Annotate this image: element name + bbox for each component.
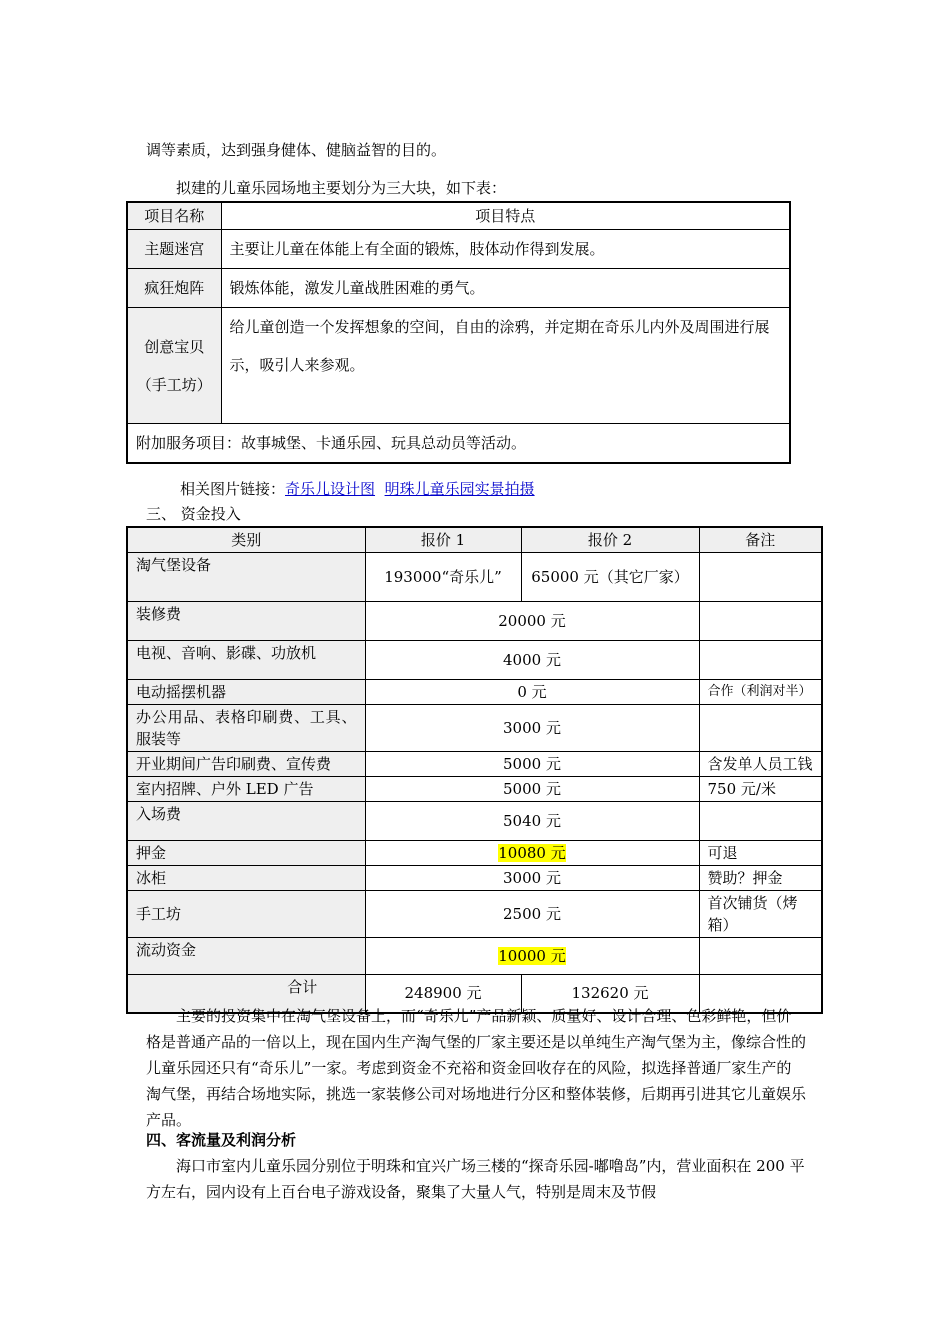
budget-header-quote2: 报价 2	[521, 527, 699, 553]
zones-extra-row	[127, 424, 790, 463]
budget-note: 750 元/米	[699, 777, 822, 802]
budget-note	[699, 602, 822, 641]
budget-note: 含发单人员工钱	[699, 752, 822, 777]
budget-note: 可退	[699, 841, 822, 866]
highlighted-value: 10000 元	[498, 947, 566, 965]
budget-value: 5040 元	[365, 802, 699, 841]
table-row	[127, 938, 822, 975]
highlighted-value: 10080 元	[498, 844, 566, 862]
table-row	[127, 230, 790, 269]
zones-header-feature: 项目特点	[221, 202, 790, 230]
budget-total-quote1: 248900 元	[365, 975, 521, 1013]
zone-name: 疯狂炮阵	[127, 269, 221, 308]
budget-note	[699, 705, 822, 752]
table-row	[127, 891, 822, 938]
budget-category: 冰柜	[127, 866, 365, 891]
section-4-title: 四、客流量及利润分析	[146, 1131, 297, 1149]
budget-category: 淘气堡设备	[127, 553, 365, 602]
budget-header-category: 类别	[127, 527, 365, 553]
intro-line-2: 拟建的儿童乐园场地主要划分为三大块，如下表：	[176, 179, 507, 197]
table-row	[127, 641, 822, 680]
budget-value-cell	[365, 938, 699, 975]
links-prefix: 相关图片链接：	[180, 480, 286, 498]
design-link[interactable]: 奇乐儿设计图	[285, 480, 376, 498]
budget-category: 流动资金	[127, 938, 365, 975]
zone-name: 创意宝贝（手工坊）	[127, 308, 221, 424]
zone-feature: 给儿童创造一个发挥想象的空间，自由的涂鸦，并定期在奇乐儿内外及周围进行展示，吸引人来参观。	[221, 308, 790, 424]
zones-table	[126, 201, 791, 464]
budget-quote1: 193000“奇乐儿”	[365, 553, 521, 602]
table-row	[127, 777, 822, 802]
table-row	[127, 269, 790, 308]
intro-line-1: 调等素质，达到强身健体、健脑益智的目的。	[146, 141, 447, 159]
zones-header-row	[127, 202, 790, 230]
table-row	[127, 866, 822, 891]
budget-note: 合作（利润对半）	[699, 680, 822, 705]
budget-category: 入场费	[127, 802, 365, 841]
budget-category: 电视、音响、影碟、功放机	[127, 641, 365, 680]
budget-value: 2500 元	[365, 891, 699, 938]
budget-note	[699, 641, 822, 680]
zone-feature: 主要让儿童在体能上有全面的锻炼，肢体动作得到发展。	[221, 230, 790, 269]
budget-category: 装修费	[127, 602, 365, 641]
budget-header-quote1: 报价 1	[365, 527, 521, 553]
table-row	[127, 553, 822, 602]
budget-value: 3000 元	[365, 705, 699, 752]
table-row	[127, 752, 822, 777]
budget-note: 首次铺货（烤箱）	[699, 891, 822, 938]
budget-quote2: 65000 元（其它厂家）	[521, 553, 699, 602]
budget-value-cell	[365, 841, 699, 866]
budget-category: 室内招牌、户外 LED 广告	[127, 777, 365, 802]
analysis-paragraph: 主要的投资集中在淘气堡设备上，而“奇乐儿”产品新颖、质量好、设计合理、色彩鲜艳，但价格是普通产品的一倍以上，现在国内生产淘气堡的厂家主要还是以单纯生产淘气堡为主，像综合性的儿童乐园还只有“奇乐儿”一家。考虑到资金不充裕和资金回收存在的风险，拟选择普通厂家生产的淘气堡，再结合场地实际，挑选一家装修公司对场地进行分区和整体装修，后期再引进其它儿童娱乐产品。	[146, 1007, 807, 1129]
budget-note: 赞助？押金	[699, 866, 822, 891]
zones-header-name: 项目名称	[127, 202, 221, 230]
budget-value: 0 元	[365, 680, 699, 705]
budget-note	[699, 802, 822, 841]
budget-category: 押金	[127, 841, 365, 866]
budget-category: 开业期间广告印刷费、宣传费	[127, 752, 365, 777]
budget-header-note: 备注	[699, 527, 822, 553]
budget-total-label: 合计	[127, 975, 365, 1013]
budget-category: 手工坊	[127, 891, 365, 938]
table-row	[127, 602, 822, 641]
zone-feature: 锻炼体能，激发儿童战胜困难的勇气。	[221, 269, 790, 308]
table-row	[127, 841, 822, 866]
zone-name: 主题迷宫	[127, 230, 221, 269]
budget-note	[699, 938, 822, 975]
section-3-title: 三、 资金投入	[146, 505, 241, 523]
photo-link[interactable]: 明珠儿童乐园实景拍摄	[384, 480, 535, 498]
table-row	[127, 308, 790, 424]
budget-category: 办公用品、表格印刷费、工具、服装等	[127, 705, 365, 752]
budget-value: 20000 元	[365, 602, 699, 641]
budget-header-row	[127, 527, 822, 553]
links-line	[180, 477, 840, 502]
table-row	[127, 680, 822, 705]
table-row	[127, 705, 822, 752]
budget-value: 3000 元	[365, 866, 699, 891]
budget-category: 电动摇摆机器	[127, 680, 365, 705]
budget-note	[699, 553, 822, 602]
budget-value: 4000 元	[365, 641, 699, 680]
budget-value: 5000 元	[365, 752, 699, 777]
budget-table	[126, 526, 823, 1014]
zones-extra: 附加服务项目：故事城堡、卡通乐园、玩具总动员等活动。	[127, 424, 790, 463]
section-4-text: 海口市室内儿童乐园分别位于明珠和宜兴广场三楼的“探奇乐园-嘟噜岛”内，营业面积在 200 平方左右，园内设有上百台电子游戏设备，聚集了大量人气，特别是周末及节假	[146, 1157, 805, 1201]
budget-total-quote2: 132620 元	[521, 975, 699, 1013]
table-row	[127, 802, 822, 841]
budget-value: 5000 元	[365, 777, 699, 802]
